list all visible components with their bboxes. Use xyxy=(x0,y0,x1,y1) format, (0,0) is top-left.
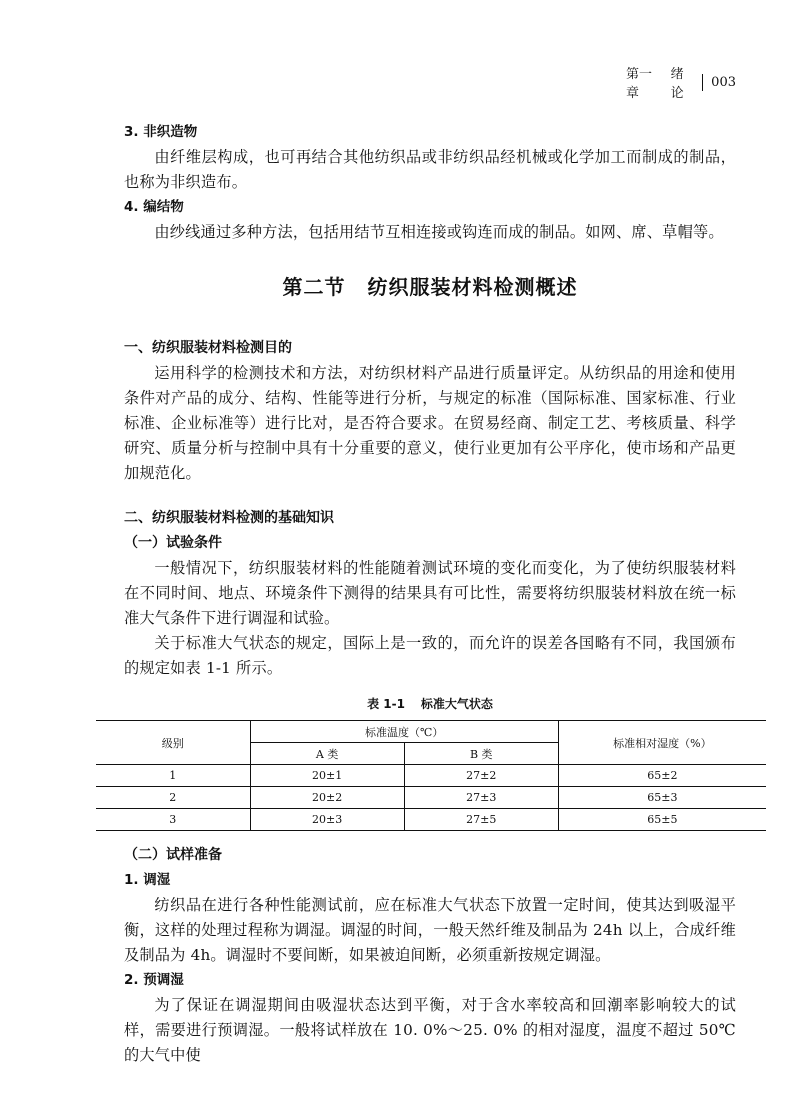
cell-b: 27±5 xyxy=(404,809,558,831)
sub1-paragraph-2: 关于标准大气状态的规定，国际上是一致的，而允许的误差各国略有不同，我国颁布的规定如表 1-1 所示。 xyxy=(124,634,736,677)
cell-rh: 65±2 xyxy=(558,765,766,787)
th-humidity: 标准相对湿度（%） xyxy=(558,721,766,765)
table-row xyxy=(96,809,766,831)
section-number: 第二节 xyxy=(282,275,346,299)
page-number: 003 xyxy=(711,74,736,90)
th-class-a: A 类 xyxy=(250,743,404,765)
cell-level: 1 xyxy=(96,765,250,787)
table-row xyxy=(96,787,766,809)
item-4-title: 4. 编结物 xyxy=(124,199,184,215)
table-row xyxy=(96,765,766,787)
section-name: 纺织服装材料检测概述 xyxy=(367,275,578,299)
th-class-b: B 类 xyxy=(404,743,558,765)
sub2-item2-text: 为了保证在调湿期间由吸湿状态达到平衡，对于含水率较高和回潮率影响较大的试样，需要进行预调湿。一般将试样放在 10. 0%～25. 0% 的相对湿度，温度不超过 50℃ 的大气中使 xyxy=(124,996,736,1064)
sub1-heading: （一）试验条件 xyxy=(124,535,222,551)
cell-a: 20±1 xyxy=(250,765,404,787)
cell-a: 20±2 xyxy=(250,787,404,809)
item-3-text: 由纤维层构成，也可再结合其他纺织品或非纺织品经机械或化学加工而制成的制品，也称为非织造布。 xyxy=(124,148,736,191)
item-4-text: 由纱线通过多种方法，包括用结节互相连接或钩连而成的制品。如网、席、草帽等。 xyxy=(154,223,724,241)
cell-b: 27±3 xyxy=(404,787,558,809)
sub1-paragraph-1: 一般情况下，纺织服装材料的性能随着测试环境的变化而变化，为了使纺织服装材料在不同时间、地点、环境条件下测得的结果具有可比性，需要将纺织服装材料放在统一标准大气条件下进行调湿和试验。 xyxy=(124,559,736,627)
cell-level: 2 xyxy=(96,787,250,809)
header-divider xyxy=(702,74,703,91)
header-title: 绪论 xyxy=(670,67,684,101)
part2-heading: 二、纺织服装材料检测的基础知识 xyxy=(124,510,334,526)
sub2-item2-title: 2. 预调湿 xyxy=(124,972,184,988)
sub2-heading: （二）试样准备 xyxy=(124,847,222,863)
section-title xyxy=(124,271,736,300)
cell-b: 27±2 xyxy=(404,765,558,787)
sub2-item1-text: 纺织品在进行各种性能测试前，应在标准大气状态下放置一定时间，使其达到吸湿平衡，这样的处理过程称为调湿。调湿的时间，一般天然纤维及制品为 24h 以上，合成纤维及制品为 4h。调湿时不要间断，如果被迫间断，必须重新按规定调湿。 xyxy=(124,896,736,964)
cell-rh: 65±3 xyxy=(558,787,766,809)
part1-text: 运用科学的检测技术和方法，对纺织材料产品进行质量评定。从纺织品的用途和使用条件对产品的成分、结构、性能等进行分析，与规定的标准（国际标准、国家标准、行业标准、企业标准等）进行比对，是否符合要求。在贸易经商、制定工艺、考核质量、科学研究、质量分析与控制中具有十分重要的意义，使行业更加有公平序化，使市场和产品更加规范化。 xyxy=(124,364,736,482)
table-title: 标准大气状态 xyxy=(420,697,493,711)
th-level: 级别 xyxy=(96,721,250,765)
th-temp: 标准温度（℃） xyxy=(250,721,558,743)
cell-a: 20±3 xyxy=(250,809,404,831)
running-header xyxy=(626,67,736,101)
part1-heading: 一、纺织服装材料检测目的 xyxy=(124,340,292,356)
cell-level: 3 xyxy=(96,809,250,831)
sub2-item1-title: 1. 调湿 xyxy=(124,872,171,888)
standard-atmosphere-table xyxy=(96,720,766,831)
item-3-title: 3. 非织造物 xyxy=(124,124,198,140)
page-body xyxy=(124,120,736,1068)
header-chapter: 第一章 xyxy=(626,67,653,101)
table-caption xyxy=(124,695,736,712)
cell-rh: 65±5 xyxy=(558,809,766,831)
table-number: 表 1-1 xyxy=(367,697,405,711)
